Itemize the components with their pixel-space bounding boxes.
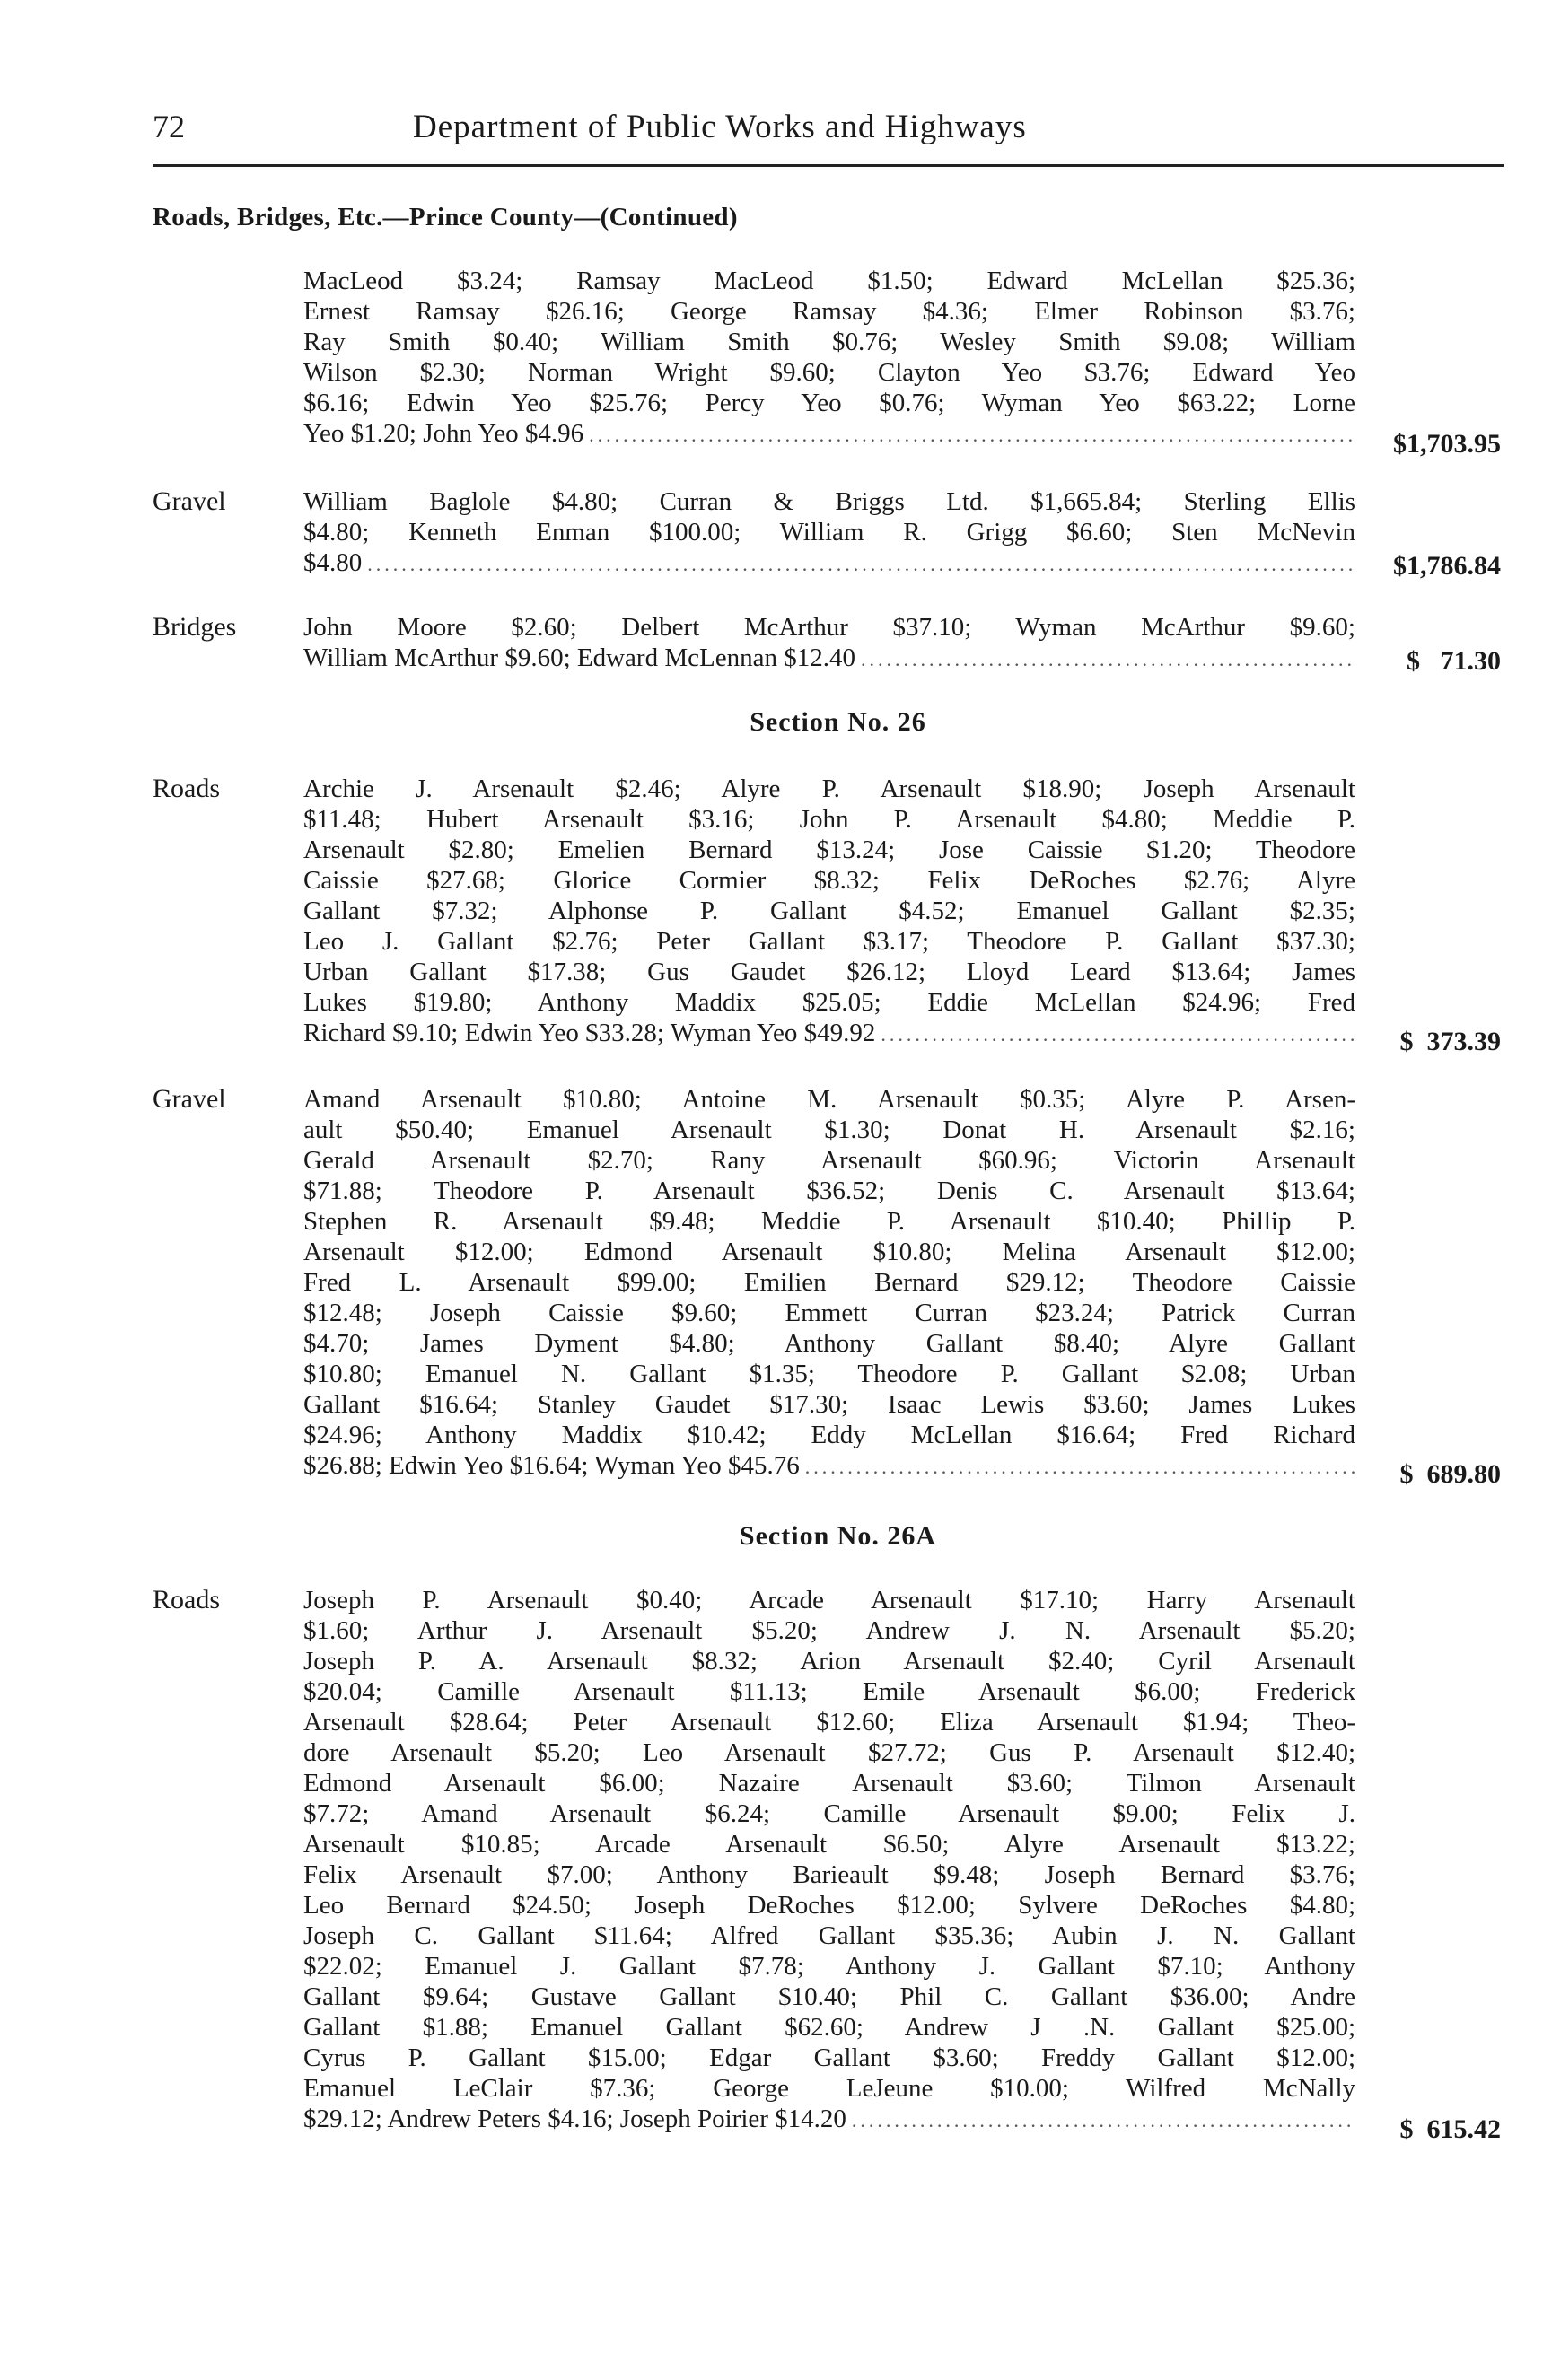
entry-line: $1.60; Arthur J. Arsenault $5.20; Andrew J. N. Arsenault $5.20; (303, 1616, 1355, 1645)
entry-last-line (303, 547, 1355, 580)
entry-last-line (303, 2104, 1355, 2136)
entry-line: Joseph P. Arsenault $0.40; Arcade Arsenault $17.10; Harry Arsenault (303, 1586, 1355, 1614)
dot-leaders (852, 2105, 1355, 2136)
entry-line: $4.80 (303, 548, 363, 577)
entry-text (303, 486, 1355, 580)
entry-amount: $ 689.80 (1399, 1459, 1501, 1489)
page-header (153, 108, 1504, 162)
entry-label: Gravel (153, 486, 226, 516)
entry-last-line (303, 643, 1355, 675)
entry-line: Arsenault $12.00; Edmond Arsenault $10.80; Melina Arsenault $12.00; (303, 1238, 1355, 1266)
entry-text (303, 774, 1355, 1050)
header-rule (153, 164, 1504, 167)
entry-line: Arsenault $10.85; Arcade Arsenault $6.50; Alyre Arsenault $13.22; (303, 1830, 1355, 1859)
entry-line: Yeo $1.20; John Yeo $4.96 (303, 419, 584, 448)
entry-line: Leo J. Gallant $2.76; Peter Gallant $3.17; Theodore P. Gallant $37.30; (303, 927, 1355, 956)
dot-leaders (805, 1452, 1355, 1483)
entry-line: MacLeod $3.24; Ramsay MacLeod $1.50; Edward McLellan $25.36; (303, 267, 1355, 295)
entry-line: Fred L. Arsenault $99.00; Emilien Bernard $29.12; Theodore Caissie (303, 1268, 1355, 1297)
entry-last-line (303, 1450, 1355, 1483)
entry-line: John Moore $2.60; Delbert McArthur $37.10; Wyman McArthur $9.60; (303, 613, 1355, 642)
entry-line: Edmond Arsenault $6.00; Nazaire Arsenault $3.60; Tilmon Arsenault (303, 1769, 1355, 1798)
entry-line: Gerald Arsenault $2.70; Rany Arsenault $60.96; Victorin Arsenault (303, 1146, 1355, 1175)
dot-leaders (881, 1019, 1355, 1050)
entry-line: Urban Gallant $17.38; Gus Gaudet $26.12; Lloyd Leard $13.64; James (303, 958, 1355, 986)
entry-amount: $1,703.95 (1393, 429, 1501, 459)
entry-line: $29.12; Andrew Peters $4.16; Joseph Poirier $14.20 (303, 2104, 846, 2133)
entry-line: $24.96; Anthony Maddix $10.42; Eddy McLellan $16.64; Fred Richard (303, 1421, 1355, 1449)
entry-line: Richard $9.10; Edwin Yeo $33.28; Wyman Yeo $49.92 (303, 1019, 876, 1047)
section-heading-26: Section No. 26 (750, 707, 926, 737)
entry-line: Stephen R. Arsenault $9.48; Meddie P. Arsenault $10.40; Phillip P. (303, 1207, 1355, 1236)
running-title: Department of Public Works and Highways (413, 109, 1027, 145)
entry-line: Archie J. Arsenault $2.46; Alyre P. Arsenault $18.90; Joseph Arsenault (303, 774, 1355, 803)
entry-line: Ray Smith $0.40; William Smith $0.76; Wesley Smith $9.08; William (303, 328, 1355, 356)
entry-line: $22.02; Emanuel J. Gallant $7.78; Anthony J. Gallant $7.10; Anthony (303, 1952, 1355, 1981)
entry-line: $4.80; Kenneth Enman $100.00; William R. Grigg $6.60; Sten McNevin (303, 518, 1355, 547)
entry-amount: $ 615.42 (1399, 2114, 1501, 2144)
entry-label: Roads (153, 774, 220, 803)
entry-line: $20.04; Camille Arsenault $11.13; Emile Arsenault $6.00; Frederick (303, 1677, 1355, 1706)
entry-line: Emanuel LeClair $7.36; George LeJeune $10.00; Wilfred McNally (303, 2074, 1355, 2103)
section-subhead: Roads, Bridges, Etc.—Prince County—(Continued) (153, 203, 738, 232)
entry-line: $4.70; James Dyment $4.80; Anthony Gallant $8.40; Alyre Gallant (303, 1329, 1355, 1358)
entry-line: Arsenault $28.64; Peter Arsenault $12.60; Eliza Arsenault $1.94; Theo- (303, 1708, 1355, 1737)
entry-line: $10.80; Emanuel N. Gallant $1.35; Theodore P. Gallant $2.08; Urban (303, 1360, 1355, 1388)
entry-label: Roads (153, 1585, 220, 1614)
entry-text (303, 612, 1355, 675)
entry-last-line (303, 1018, 1355, 1050)
entry-line: Joseph P. A. Arsenault $8.32; Arion Arsenault $2.40; Cyril Arsenault (303, 1647, 1355, 1676)
entry-line: William Baglole $4.80; Curran & Briggs Ltd. $1,665.84; Sterling Ellis (303, 487, 1355, 516)
dot-leaders (589, 420, 1355, 451)
entry-line: Cyrus P. Gallant $15.00; Edgar Gallant $3.60; Freddy Gallant $12.00; (303, 2043, 1355, 2072)
entry-line: $71.88; Theodore P. Arsenault $36.52; Denis C. Arsenault $13.64; (303, 1177, 1355, 1205)
dot-leaders (861, 644, 1355, 675)
entry-line: ault $50.40; Emanuel Arsenault $1.30; Donat H. Arsenault $2.16; (303, 1116, 1355, 1144)
entry-line: Gallant $9.64; Gustave Gallant $10.40; Phil C. Gallant $36.00; Andre (303, 1982, 1355, 2011)
entry-last-line (303, 418, 1355, 451)
entry-amount: $ 373.39 (1399, 1027, 1501, 1056)
entry-line: Caissie $27.68; Glorice Cormier $8.32; Felix DeRoches $2.76; Alyre (303, 866, 1355, 895)
entry-text (303, 266, 1355, 451)
entry-text (303, 1084, 1355, 1483)
entry-line: Amand Arsenault $10.80; Antoine M. Arsenault $0.35; Alyre P. Arsen- (303, 1085, 1355, 1114)
entry-line: Leo Bernard $24.50; Joseph DeRoches $12.00; Sylvere DeRoches $4.80; (303, 1891, 1355, 1920)
entry-line: Gallant $1.88; Emanuel Gallant $62.60; Andrew J .N. Gallant $25.00; (303, 2013, 1355, 2042)
entry-amount: $ 71.30 (1407, 646, 1501, 676)
page-number: 72 (153, 109, 185, 144)
entry-line: $26.88; Edwin Yeo $16.64; Wyman Yeo $45.76 (303, 1451, 800, 1480)
entry-amount: $1,786.84 (1393, 551, 1501, 581)
entry-line: $7.72; Amand Arsenault $6.24; Camille Arsenault $9.00; Felix J. (303, 1799, 1355, 1828)
entry-line: Gallant $16.64; Stanley Gaudet $17.30; Isaac Lewis $3.60; James Lukes (303, 1390, 1355, 1419)
entry-label: Gravel (153, 1084, 226, 1114)
entry-line: $11.48; Hubert Arsenault $3.16; John P. Arsenault $4.80; Meddie P. (303, 805, 1355, 834)
entry-line: William McArthur $9.60; Edward McLennan $12.40 (303, 643, 855, 672)
dot-leaders (367, 549, 1355, 580)
entry-line: Ernest Ramsay $26.16; George Ramsay $4.36; Elmer Robinson $3.76; (303, 297, 1355, 326)
entry-line: Lukes $19.80; Anthony Maddix $25.05; Eddie McLellan $24.96; Fred (303, 988, 1355, 1017)
entry-line: dore Arsenault $5.20; Leo Arsenault $27.72; Gus P. Arsenault $12.40; (303, 1738, 1355, 1767)
entry-line: Gallant $7.32; Alphonse P. Gallant $4.52; Emanuel Gallant $2.35; (303, 897, 1355, 925)
section-heading-26a: Section No. 26A (739, 1521, 937, 1551)
entry-line: Felix Arsenault $7.00; Anthony Barieault $9.48; Joseph Bernard $3.76; (303, 1860, 1355, 1889)
entry-line: Arsenault $2.80; Emelien Bernard $13.24; Jose Caissie $1.20; Theodore (303, 836, 1355, 864)
entry-line: Joseph C. Gallant $11.64; Alfred Gallant $35.36; Aubin J. N. Gallant (303, 1921, 1355, 1950)
entry-label: Bridges (153, 612, 237, 642)
entry-line: $6.16; Edwin Yeo $25.76; Percy Yeo $0.76; Wyman Yeo $63.22; Lorne (303, 389, 1355, 417)
entry-text (303, 1585, 1355, 2136)
entry-line: Wilson $2.30; Norman Wright $9.60; Clayton Yeo $3.76; Edward Yeo (303, 358, 1355, 387)
entry-line: $12.48; Joseph Caissie $9.60; Emmett Curran $23.24; Patrick Curran (303, 1299, 1355, 1327)
